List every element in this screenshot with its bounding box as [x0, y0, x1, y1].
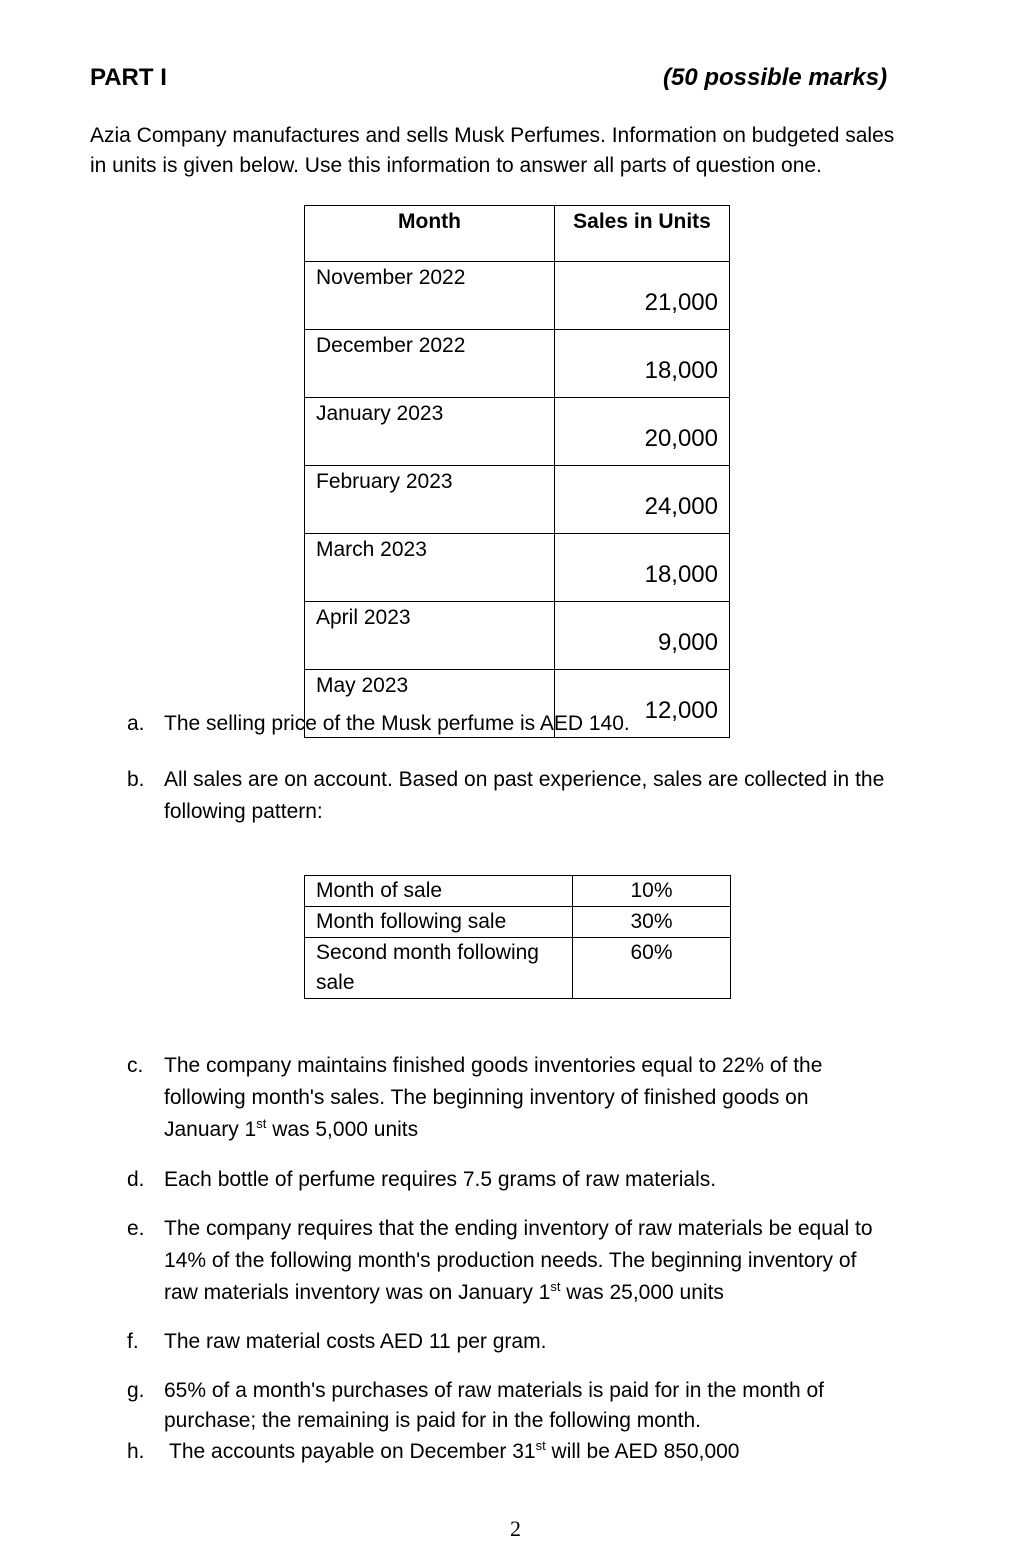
item-label: b.	[127, 768, 145, 791]
item-text-segment: was 5,000 units	[266, 1118, 419, 1141]
item-label: a.	[127, 712, 145, 735]
item-line: The company maintains finished goods inventories equal to 22% of the	[164, 1054, 823, 1077]
item-text-block	[164, 1050, 822, 1146]
item-text: The selling price of the Musk perfume is AED 140.	[164, 712, 630, 735]
month-cell: April 2023	[305, 602, 555, 670]
collection-label-cell: Month following sale	[305, 907, 573, 938]
item-h	[127, 1436, 957, 1468]
item-text-segment: The accounts payable on December 31	[169, 1440, 536, 1463]
intro-paragraph	[90, 121, 970, 181]
item-a	[127, 708, 947, 740]
item-text-segment: January 1	[164, 1118, 257, 1141]
item-text-block	[164, 764, 884, 828]
month-cell: November 2022	[305, 262, 555, 330]
units-cell: 21,000	[555, 262, 730, 330]
item-e	[127, 1213, 977, 1309]
item-label: d.	[127, 1168, 145, 1191]
item-g	[127, 1376, 957, 1436]
superscript: st	[535, 1438, 546, 1453]
item-d	[127, 1164, 957, 1196]
item-text: The raw material costs AED 11 per gram.	[164, 1330, 547, 1353]
item-text-block	[164, 1376, 824, 1436]
month-cell: January 2023	[305, 398, 555, 466]
table-row	[305, 907, 731, 938]
table-row	[305, 938, 731, 999]
budgeted-sales-table	[304, 205, 730, 738]
item-f	[127, 1326, 957, 1358]
units-cell: 20,000	[555, 398, 730, 466]
item-line: purchase; the remaining is paid for in the following month.	[164, 1409, 701, 1432]
item-text-segment: raw materials inventory was on January 1	[164, 1281, 551, 1304]
part-title: PART I	[90, 64, 167, 91]
sales-units-column-header: Sales in Units	[555, 206, 730, 262]
table-row	[305, 466, 730, 534]
table-row	[305, 398, 730, 466]
item-b	[127, 764, 957, 828]
item-label: f.	[127, 1330, 139, 1353]
collection-label-cell: Month of sale	[305, 876, 573, 907]
month-cell: February 2023	[305, 466, 555, 534]
superscript: st	[256, 1116, 267, 1131]
item-text-segment: will be AED 850,000	[545, 1440, 740, 1463]
table-row	[305, 330, 730, 398]
units-cell: 9,000	[555, 602, 730, 670]
units-cell: 12,000	[555, 670, 730, 738]
table-header-row	[305, 206, 730, 262]
table-row	[305, 876, 731, 907]
intro-line-1: Azia Company manufactures and sells Musk Perfumes. Information on budgeted sales	[90, 124, 895, 147]
item-text-block	[164, 1213, 873, 1309]
month-column-header: Month	[305, 206, 555, 262]
item-label: h.	[127, 1440, 145, 1463]
item-text	[169, 1436, 739, 1468]
collection-label-line: sale	[316, 971, 355, 994]
intro-line-2: in units is given below. Use this information to answer all parts of question one.	[90, 154, 822, 177]
item-line: 14% of the following month's production needs. The beginning inventory of	[164, 1249, 857, 1272]
month-cell: March 2023	[305, 534, 555, 602]
month-cell: May 2023	[305, 670, 555, 738]
item-line: following pattern:	[164, 800, 323, 823]
item-line: following month's sales. The beginning inventory of finished goods on	[164, 1086, 809, 1109]
superscript: st	[550, 1279, 561, 1294]
collection-percent-cell: 60%	[573, 938, 731, 999]
units-cell: 18,000	[555, 330, 730, 398]
item-line	[164, 1114, 822, 1146]
collection-label-cell	[305, 938, 573, 999]
item-label: c.	[127, 1054, 144, 1077]
collection-percent-cell: 10%	[573, 876, 731, 907]
collection-label-line: Second month following	[316, 941, 539, 964]
collection-percent-cell: 30%	[573, 907, 731, 938]
collection-pattern-table	[304, 875, 731, 999]
possible-marks: (50 possible marks)	[663, 64, 888, 91]
units-cell: 18,000	[555, 534, 730, 602]
item-line: The company requires that the ending inventory of raw materials be equal to	[164, 1217, 873, 1240]
item-label: g.	[127, 1379, 145, 1402]
month-cell: December 2022	[305, 330, 555, 398]
table-row	[305, 262, 730, 330]
item-text: Each bottle of perfume requires 7.5 grams of raw materials.	[164, 1168, 717, 1191]
item-text-segment: was 25,000 units	[560, 1281, 724, 1304]
table-row	[305, 602, 730, 670]
item-line: 65% of a month's purchases of raw materials is paid for in the month of	[164, 1379, 825, 1402]
item-label: e.	[127, 1217, 145, 1240]
table-row	[305, 534, 730, 602]
item-c	[127, 1050, 957, 1146]
item-line: All sales are on account. Based on past experience, sales are collected in the	[164, 768, 885, 791]
page-number: 2	[510, 1516, 521, 1541]
units-cell: 24,000	[555, 466, 730, 534]
item-line	[164, 1277, 873, 1309]
